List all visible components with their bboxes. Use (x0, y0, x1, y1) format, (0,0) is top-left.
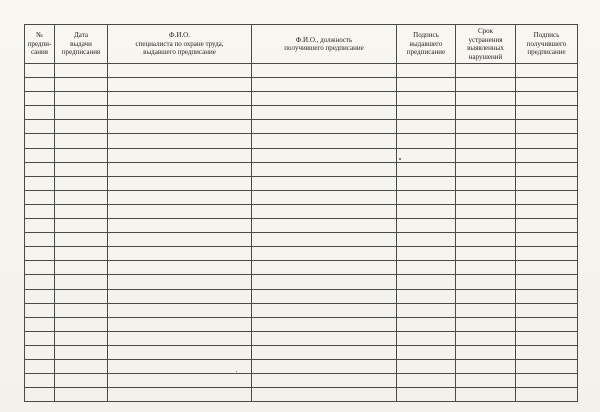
table-cell (108, 176, 252, 190)
paper-speck (399, 158, 401, 160)
table-cell (108, 148, 252, 162)
table-cell (252, 134, 397, 148)
table-cell (397, 289, 456, 303)
table-row (25, 92, 578, 106)
table-cell (55, 64, 108, 78)
table-cell (252, 374, 397, 388)
table-row (25, 78, 578, 92)
table-cell (456, 64, 516, 78)
paper-speck (236, 371, 237, 372)
table-row (25, 190, 578, 204)
table-cell (397, 134, 456, 148)
header-row (25, 25, 578, 64)
table-cell (25, 261, 55, 275)
table-cell (456, 247, 516, 261)
table-cell (55, 261, 108, 275)
table-cell (108, 134, 252, 148)
table-cell (108, 303, 252, 317)
table-cell (397, 106, 456, 120)
table-cell (516, 92, 578, 106)
table-cell (55, 345, 108, 359)
table-cell (456, 289, 516, 303)
table-cell (397, 388, 456, 402)
table-cell (108, 261, 252, 275)
table-row (25, 261, 578, 275)
table-cell (55, 120, 108, 134)
table-cell (252, 92, 397, 106)
table-row (25, 233, 578, 247)
table-cell (55, 289, 108, 303)
table-cell (55, 233, 108, 247)
table-cell (25, 162, 55, 176)
table-row (25, 317, 578, 331)
table-cell (516, 106, 578, 120)
table-cell (397, 64, 456, 78)
table-cell (55, 148, 108, 162)
table-cell (108, 106, 252, 120)
table-cell (108, 359, 252, 373)
table-cell (252, 359, 397, 373)
table-cell (516, 289, 578, 303)
table-cell (55, 388, 108, 402)
table-cell (252, 219, 397, 233)
table-cell (456, 275, 516, 289)
table-cell (108, 388, 252, 402)
table-cell (25, 345, 55, 359)
table-cell (252, 204, 397, 218)
table-cell (516, 176, 578, 190)
table-cell (397, 219, 456, 233)
table-cell (55, 359, 108, 373)
table-cell (55, 106, 108, 120)
table-row (25, 148, 578, 162)
table-cell (108, 331, 252, 345)
table-cell (25, 388, 55, 402)
table-row (25, 134, 578, 148)
table-cell (516, 190, 578, 204)
table-cell (456, 120, 516, 134)
column-header-deadline: Срок устранения выявленных нарушений (456, 25, 516, 64)
table-cell (55, 162, 108, 176)
register-body (25, 64, 578, 402)
table-cell (252, 303, 397, 317)
table-cell (456, 190, 516, 204)
table-cell (25, 289, 55, 303)
table-cell (252, 233, 397, 247)
table-cell (516, 331, 578, 345)
table-cell (55, 219, 108, 233)
table-cell (25, 331, 55, 345)
table-cell (456, 317, 516, 331)
table-cell (55, 176, 108, 190)
orders-register-table (24, 24, 578, 402)
table-cell (252, 388, 397, 402)
table-cell (456, 176, 516, 190)
table-cell (456, 345, 516, 359)
table-cell (252, 78, 397, 92)
table-cell (55, 190, 108, 204)
table-row (25, 331, 578, 345)
table-row (25, 247, 578, 261)
table-cell (108, 204, 252, 218)
table-cell (108, 190, 252, 204)
table-cell (456, 374, 516, 388)
table-cell (25, 247, 55, 261)
column-header-order-number: № предпи- сания (25, 25, 55, 64)
table-cell (25, 275, 55, 289)
table-cell (516, 120, 578, 134)
table-cell (252, 148, 397, 162)
column-header-issue-date: Дата выдачи предписания (55, 25, 108, 64)
table-cell (456, 388, 516, 402)
table-cell (252, 317, 397, 331)
table-cell (397, 247, 456, 261)
table-cell (25, 303, 55, 317)
table-cell (108, 92, 252, 106)
table-cell (108, 219, 252, 233)
table-cell (252, 190, 397, 204)
table-cell (516, 204, 578, 218)
table-cell (456, 359, 516, 373)
table-cell (516, 303, 578, 317)
table-cell (55, 134, 108, 148)
table-cell (108, 317, 252, 331)
table-row (25, 219, 578, 233)
table-row (25, 374, 578, 388)
table-cell (25, 233, 55, 247)
table-cell (456, 219, 516, 233)
table-cell (25, 106, 55, 120)
table-cell (397, 303, 456, 317)
table-cell (516, 345, 578, 359)
table-cell (397, 359, 456, 373)
table-cell (252, 120, 397, 134)
table-cell (397, 233, 456, 247)
table-cell (55, 275, 108, 289)
table-cell (25, 78, 55, 92)
table-cell (456, 233, 516, 247)
table-cell (25, 134, 55, 148)
table-cell (55, 78, 108, 92)
table-cell (516, 374, 578, 388)
table-cell (397, 275, 456, 289)
table-row (25, 388, 578, 402)
table-cell (252, 275, 397, 289)
table-cell (108, 162, 252, 176)
table-cell (516, 134, 578, 148)
table-cell (25, 190, 55, 204)
table-cell (252, 247, 397, 261)
table-cell (456, 134, 516, 148)
table-row (25, 359, 578, 373)
table-cell (25, 317, 55, 331)
table-cell (516, 317, 578, 331)
table-cell (456, 303, 516, 317)
table-cell (397, 331, 456, 345)
table-cell (397, 148, 456, 162)
table-row (25, 303, 578, 317)
table-cell (516, 261, 578, 275)
table-cell (252, 64, 397, 78)
table-cell (516, 388, 578, 402)
table-cell (456, 92, 516, 106)
table-cell (252, 176, 397, 190)
table-row (25, 106, 578, 120)
table-cell (516, 247, 578, 261)
table-cell (25, 64, 55, 78)
table-cell (456, 204, 516, 218)
table-cell (25, 120, 55, 134)
table-cell (108, 275, 252, 289)
table-cell (516, 78, 578, 92)
table-cell (516, 148, 578, 162)
table-cell (108, 374, 252, 388)
table-cell (252, 162, 397, 176)
table-cell (108, 120, 252, 134)
table-cell (55, 92, 108, 106)
table-cell (252, 106, 397, 120)
table-row (25, 162, 578, 176)
table-cell (55, 331, 108, 345)
table-row (25, 120, 578, 134)
table-cell (25, 176, 55, 190)
table-cell (397, 345, 456, 359)
table-cell (456, 78, 516, 92)
table-cell (397, 162, 456, 176)
table-cell (252, 289, 397, 303)
table-cell (55, 204, 108, 218)
table-cell (397, 78, 456, 92)
table-cell (55, 374, 108, 388)
table-cell (25, 359, 55, 373)
table-cell (25, 374, 55, 388)
table-cell (516, 162, 578, 176)
table-cell (456, 162, 516, 176)
column-header-specialist-name: Ф.И.О. специалиста по охране труда, выдавшего предписание (108, 25, 252, 64)
table-row (25, 289, 578, 303)
table-cell (456, 331, 516, 345)
table-cell (55, 247, 108, 261)
table-row (25, 275, 578, 289)
table-cell (397, 204, 456, 218)
table-row (25, 204, 578, 218)
table-cell (25, 148, 55, 162)
table-cell (397, 176, 456, 190)
table-cell (108, 247, 252, 261)
table-cell (516, 233, 578, 247)
table-row (25, 345, 578, 359)
table-cell (516, 219, 578, 233)
table-cell (25, 92, 55, 106)
table-cell (55, 303, 108, 317)
table-row (25, 176, 578, 190)
table-cell (55, 317, 108, 331)
table-cell (25, 219, 55, 233)
column-header-recipient-signature: Подпись получившего предписание (516, 25, 578, 64)
table-cell (397, 261, 456, 275)
table-cell (516, 64, 578, 78)
table-cell (397, 317, 456, 331)
table-cell (252, 261, 397, 275)
table-cell (397, 120, 456, 134)
table-cell (108, 64, 252, 78)
table-cell (516, 359, 578, 373)
table-cell (456, 106, 516, 120)
column-header-issuer-signature: Подпись выдавшего предписание (397, 25, 456, 64)
table-cell (108, 289, 252, 303)
table-cell (456, 261, 516, 275)
table-cell (108, 78, 252, 92)
column-header-recipient-name-position: Ф.И.О., должность получившего предписание (252, 25, 397, 64)
table-cell (516, 275, 578, 289)
table-cell (108, 233, 252, 247)
table-cell (252, 345, 397, 359)
table-cell (252, 331, 397, 345)
table-cell (456, 148, 516, 162)
table-cell (397, 190, 456, 204)
table-row (25, 64, 578, 78)
table-cell (397, 374, 456, 388)
table-cell (397, 92, 456, 106)
table-cell (108, 345, 252, 359)
table-cell (25, 204, 55, 218)
